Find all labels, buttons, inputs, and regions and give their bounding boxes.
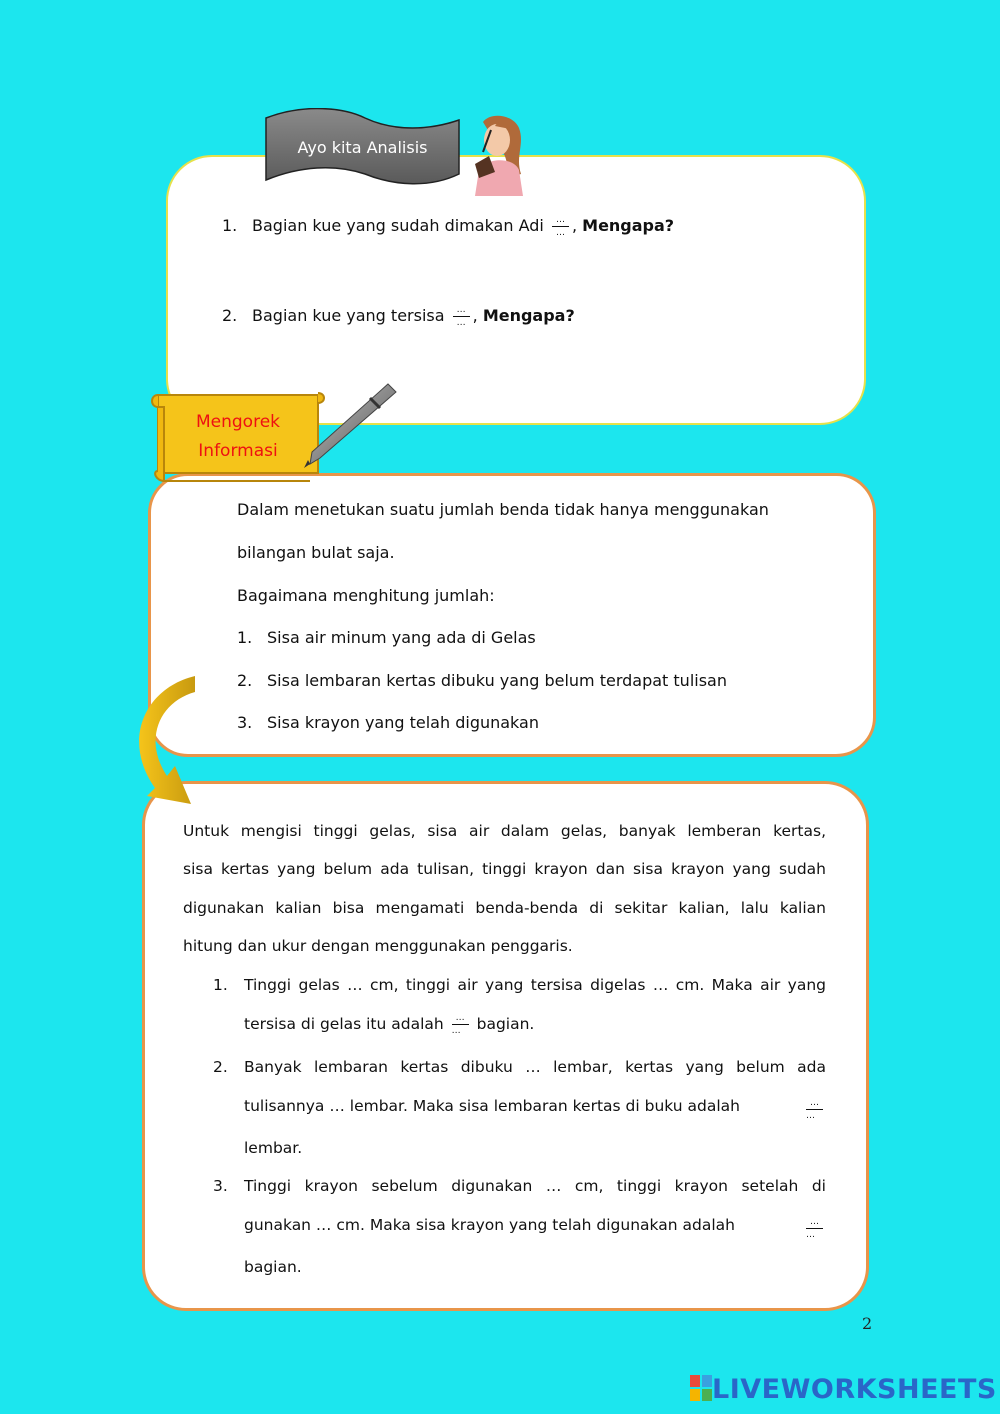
info-list-item: 3. Sisa krayon yang telah digunakan [237,713,539,732]
thinking-girl-icon [455,112,535,197]
activity-item-line: tulisannya … lembar. Maka sisa lembaran kertas di buku adalah … … [244,1087,826,1126]
activity-paragraph-line: Untuk mengisi tinggi gelas, sisa air dalam gelas, banyak lemberan kertas, [183,822,826,840]
liveworksheets-logo[interactable]: LIVEWORKSHEETS [690,1374,997,1405]
analysis-question-1: 1. Bagian kue yang sudah dimakan Adi $\frac{\dots}{\dots}$ , Mengapa? [222,215,675,238]
activity-item-number: 3. [213,1177,228,1195]
info-list-item: 2. Sisa lembaran kertas dibuku yang belum terdapat tulisan [237,671,727,690]
info-line-1: Dalam menetukan suatu jumlah benda tidak hanya menggunakan [237,500,769,519]
activity-paragraph-line: hitung dan ukur dengan menggunakan penggaris. [183,937,573,955]
info-line-3: Bagaimana menghitung jumlah: [237,586,495,605]
activity-item-line: Tinggi krayon sebelum digunakan … cm, tinggi krayon setelah di [244,1177,826,1195]
fraction-blank[interactable]: … … [806,1218,823,1239]
fraction-blank[interactable]: $\frac{\dots}{\dots}$ [453,306,470,327]
pen-icon [300,380,400,470]
fraction-blank[interactable]: $\frac{\dots}{\dots}$ [552,216,569,237]
curved-arrow-icon [125,670,205,820]
activity-item-line: gunakan … cm. Maka sisa krayon yang telah digunakan adalah … … [244,1206,826,1245]
activity-item-line: Tinggi gelas … cm, tinggi air yang tersisa digelas … cm. Maka air yang [244,976,826,994]
info-list-item: 1. Sisa air minum yang ada di Gelas [237,628,536,647]
liveworksheets-logo-icon [690,1375,712,1401]
scroll-title: Mengorek Informasi [195,412,280,461]
fraction-blank[interactable]: … … [806,1099,823,1120]
analysis-question-2: 2. Bagian kue yang tersisa $\frac{\dots}{\dots}$ , Mengapa? [222,305,575,328]
activity-item-line: tersisa di gelas itu adalah $\frac{\dots}{\dots}$ bagian. [244,1013,535,1036]
fraction-blank[interactable]: $\frac{\dots}{\dots}$ [452,1014,469,1035]
info-line-2: bilangan bulat saja. [237,543,395,562]
activity-item-number: 1. [213,976,228,994]
activity-item-line: Banyak lembaran kertas dibuku … lembar, kertas yang belum ada [244,1058,826,1076]
page-number: 2 [862,1314,873,1333]
activity-paragraph-line: sisa kertas yang belum ada tulisan, tinggi krayon dan sisa krayon yang sudah [183,860,826,878]
activity-item-number: 2. [213,1058,228,1076]
activity-paragraph-line: digunakan kalian bisa mengamati benda-benda di sekitar kalian, lalu kalian [183,899,826,917]
activity-item-line: bagian. [244,1258,302,1276]
analysis-banner-label: Ayo kita Analisis [297,138,428,157]
activity-item-line: lembar. [244,1139,303,1157]
